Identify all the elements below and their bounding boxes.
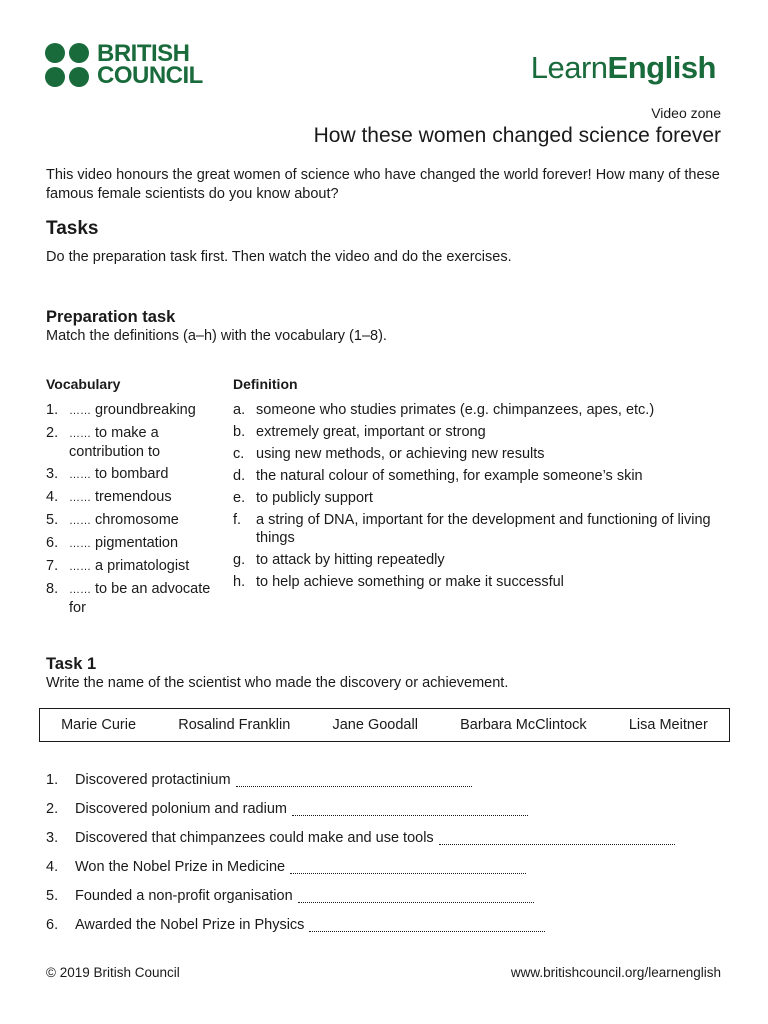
question-item: 5. Founded a non-profit organisation bbox=[46, 881, 736, 910]
bc-logo-line2: COUNCIL bbox=[97, 62, 203, 89]
answer-line[interactable] bbox=[292, 804, 528, 816]
vocabulary-column-heading: Vocabulary bbox=[46, 376, 121, 392]
tasks-text: Do the preparation task first. Then watch the video and do the exercises. bbox=[46, 249, 512, 265]
scientist-name: Barbara McClintock bbox=[460, 717, 587, 733]
question-item: 4. Won the Nobel Prize in Medicine bbox=[46, 852, 736, 881]
vocab-item: 8. …… to be an advocate for bbox=[46, 581, 211, 616]
british-council-logo bbox=[45, 40, 203, 89]
tasks-heading: Tasks bbox=[46, 218, 99, 239]
vocab-item: 2. …… to make a contribution to bbox=[46, 425, 161, 460]
definition-item: c. using new methods, or achieving new results bbox=[233, 446, 545, 462]
vocab-item: 3. …… to bombard bbox=[46, 466, 169, 482]
vocabulary-list bbox=[46, 401, 221, 621]
answer-line[interactable] bbox=[290, 862, 526, 874]
vocab-item: 7. …… a primatologist bbox=[46, 558, 190, 574]
bc-logo-line1: BRITISH bbox=[97, 40, 190, 67]
scientist-name: Lisa Meitner bbox=[628, 717, 708, 733]
answer-line[interactable] bbox=[309, 920, 545, 932]
question-item: 3. Discovered that chimpanzees could make and use tools bbox=[46, 823, 736, 852]
question-item: 6. Awarded the Nobel Prize in Physics bbox=[46, 910, 736, 939]
scientist-name: Rosalind Franklin bbox=[178, 717, 291, 733]
scientist-name: Jane Goodall bbox=[332, 717, 418, 733]
footer-copyright: © 2019 British Council bbox=[46, 965, 180, 980]
task1-instruction: Write the name of the scientist who made the discovery or achievement. bbox=[46, 675, 509, 691]
definition-item: e. to publicly support bbox=[233, 490, 373, 506]
vocab-item: 5. …… chromosome bbox=[46, 512, 179, 528]
definition-item: b. extremely great, important or strong bbox=[233, 424, 486, 440]
scientist-names-box bbox=[39, 708, 730, 742]
definition-item: a. someone who studies primates (e.g. chimpanzees, apes, etc.) bbox=[233, 402, 655, 418]
task1-heading: Task 1 bbox=[46, 655, 97, 673]
footer-url[interactable]: www.britishcouncil.org/learnenglish bbox=[510, 965, 721, 980]
definition-list bbox=[233, 401, 723, 595]
vocab-item: 4. …… tremendous bbox=[46, 489, 172, 505]
preparation-heading: Preparation task bbox=[46, 308, 176, 326]
scientist-name: Marie Curie bbox=[61, 717, 137, 733]
preparation-instruction: Match the definitions (a–h) with the vocabulary (1–8). bbox=[46, 328, 387, 344]
le-logo-learn: Learn bbox=[530, 50, 608, 85]
task1-question-list bbox=[46, 765, 736, 939]
question-item: 1. Discovered protactinium bbox=[46, 765, 736, 794]
answer-line[interactable] bbox=[236, 775, 472, 787]
definition-column-heading: Definition bbox=[233, 376, 298, 392]
vocab-item: 6. …… pigmentation bbox=[46, 535, 179, 551]
le-logo-english: English bbox=[607, 50, 716, 85]
vocab-item: 1. …… groundbreaking bbox=[46, 402, 196, 418]
definition-item: d. the natural colour of something, for example someone’s skin bbox=[233, 468, 643, 484]
question-item: 2. Discovered polonium and radium bbox=[46, 794, 736, 823]
british-council-dots-icon bbox=[45, 43, 89, 87]
intro-paragraph: This video honours the great women of science who have changed the world forever! How many of these famous female scientists do you know about? bbox=[46, 167, 720, 202]
video-zone-label: Video zone bbox=[651, 105, 721, 121]
learnenglish-logo bbox=[531, 50, 716, 86]
answer-line[interactable] bbox=[439, 833, 675, 845]
definition-item: g. to attack by hitting repeatedly bbox=[233, 552, 445, 568]
page-title: How these women changed science forever bbox=[313, 124, 721, 147]
definition-item: f. a string of DNA, important for the development and functioning of living things bbox=[233, 512, 711, 546]
answer-line[interactable] bbox=[298, 891, 534, 903]
definition-item: h. to help achieve something or make it successful bbox=[233, 574, 564, 590]
